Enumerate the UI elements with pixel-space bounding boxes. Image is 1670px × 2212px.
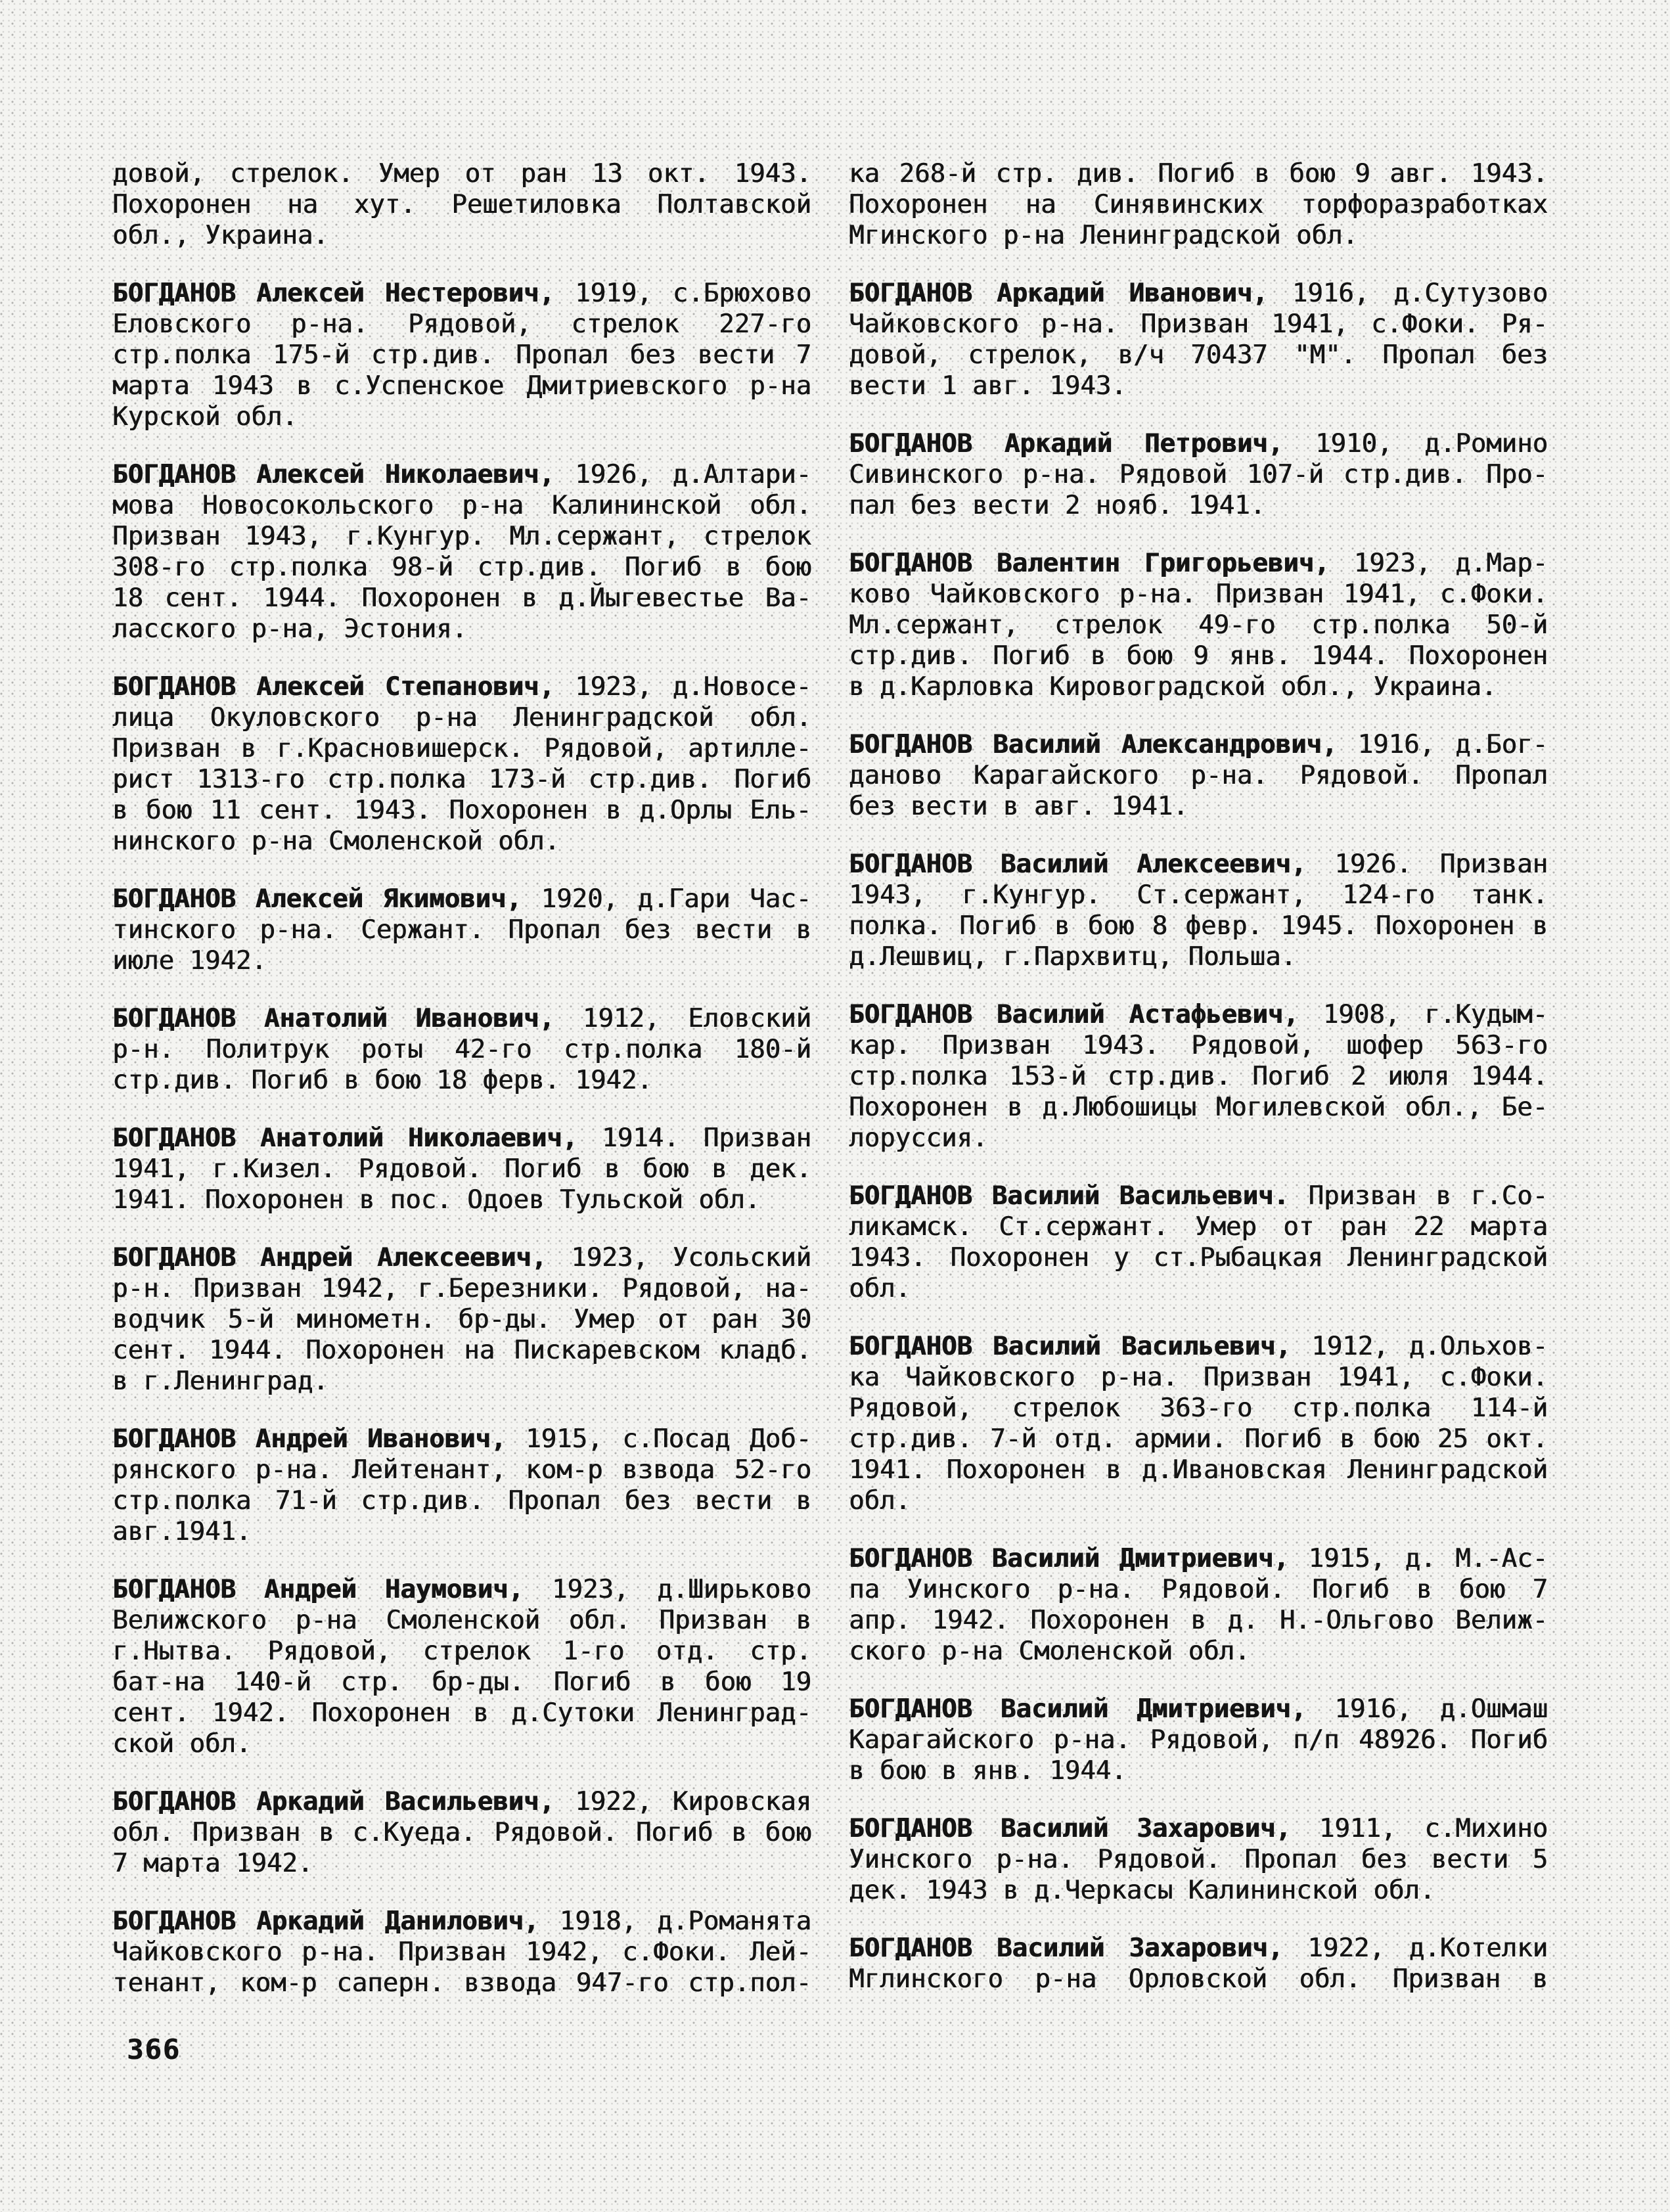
- entry-line: ласского р-на, Эстония.: [112, 614, 468, 644]
- entry-name: БОГДАНОВ Аркадий Васильевич,: [112, 1787, 554, 1817]
- entry-line: 308-го стр.полка 98-й стр.див. Погиб в бою: [112, 553, 811, 582]
- entry-name: БОГДАНОВ Василий Васильевич,: [849, 1332, 1291, 1361]
- entry-line: 7 марта 1942.: [112, 1849, 313, 1878]
- entry-line: БОГДАНОВ Андрей Алексеевич, 1923, Усольский: [112, 1243, 811, 1273]
- entry-line: тинского р-на. Сержант. Пропал без вести в: [112, 915, 811, 945]
- entry-line: Чайковского р-на. Призван 1942, с.Фоки. Лей-: [112, 1937, 811, 1967]
- entry-line: Сивинского р-на. Рядовой 107-й стр.див. Про-: [849, 460, 1548, 489]
- entry-line: лица Окуловского р-на Ленинградской обл.: [112, 703, 811, 733]
- entry-line: обл.: [849, 1274, 911, 1303]
- entry-line: БОГДАНОВ Андрей Иванович, 1915, с.Посад Доб-: [112, 1424, 812, 1454]
- entry: [112, 1003, 811, 1096]
- entry-line: Похоронен на хут. Решетиловка Полтавской: [112, 190, 811, 219]
- entry-line: пал без вести 2 нояб. 1941.: [849, 491, 1265, 520]
- entry-line: р-н. Политрук роты 42-го стр.полка 180-й: [112, 1035, 811, 1064]
- entry-line: БОГДАНОВ Василий Астафьевич, 1908, г.Кудым-: [849, 1000, 1548, 1029]
- entry-line: БОГДАНОВ Василий Васильевич, 1912, д.Ольхов-: [849, 1332, 1548, 1361]
- entry-name: БОГДАНОВ Василий Захарович,: [849, 1933, 1284, 1963]
- entry-line: сент. 1944. Похоронен на Пискаревском кладб.: [112, 1336, 811, 1365]
- entry-line: довой, стрелок. Умер от ран 13 окт. 1943.: [112, 159, 811, 189]
- entry-line: БОГДАНОВ Василий Александрович, 1916, д.Бог-: [849, 730, 1548, 759]
- entry-line: ской обл.: [112, 1729, 252, 1759]
- entry-line: 18 сент. 1944. Похоронен в д.Йыгевестье Ва-: [112, 583, 811, 613]
- entry-line: в д.Карловка Кировоградской обл., Украина.: [849, 672, 1497, 702]
- entry-line: апр. 1942. Похоронен в д. Н.-Ольгово Велиж-: [849, 1606, 1548, 1635]
- entry-line: рянского р-на. Лейтенант, ком-р взвода 52-го: [112, 1455, 811, 1485]
- entry-line: р-н. Призван 1942, г.Березники. Рядовой, на-: [112, 1274, 811, 1303]
- entry-continuation: [112, 158, 811, 251]
- entry: [849, 999, 1548, 1154]
- entry-line: Призван 1943, г.Кунгур. Мл.сержант, стрелок: [112, 522, 811, 551]
- entry-line: Мгинского р-на Ленинградской обл.: [849, 221, 1358, 250]
- entry-line: стр.полка 71-й стр.див. Пропал без вести в: [112, 1486, 811, 1516]
- entry-line: кар. Призван 1943. Рядовой, шофер 563-го: [849, 1031, 1548, 1060]
- entry: [112, 278, 811, 432]
- entry-name: БОГДАНОВ Василий Дмитриевич,: [849, 1694, 1307, 1724]
- entry: [849, 729, 1548, 822]
- entry-name: БОГДАНОВ Андрей Наумович,: [112, 1575, 524, 1604]
- text-column-left: [112, 158, 811, 1998]
- entry-line: Призван в г.Красновишерск. Рядовой, артилле-: [112, 734, 811, 763]
- entry-line: обл. Призван в с.Куеда. Рядовой. Погиб в бою: [112, 1818, 811, 1847]
- entry: [849, 428, 1548, 521]
- entry-line: стр.див. Погиб в бою 9 янв. 1944. Похоронен: [849, 641, 1548, 671]
- entry-line: водчик 5-й минометн. бр-ды. Умер от ран 30: [112, 1305, 811, 1334]
- entry: [849, 1331, 1548, 1516]
- entry-line: Еловского р-на. Рядовой, стрелок 227-го: [112, 309, 811, 339]
- entry-name: БОГДАНОВ Василий Дмитриевич,: [849, 1544, 1289, 1573]
- entry-name: БОГДАНОВ Алексей Якимович,: [112, 884, 522, 914]
- entry-line: БОГДАНОВ Алексей Степанович, 1923, д.Новосе-: [112, 672, 811, 702]
- entry-line: сент. 1942. Похоронен в д.Сутоки Ленинград-: [112, 1698, 811, 1728]
- text-column-right: [849, 158, 1548, 1995]
- entry-line: ликамск. Ст.сержант. Умер от ран 22 марта: [849, 1212, 1548, 1242]
- entry: [112, 1574, 811, 1759]
- entry: [112, 459, 811, 644]
- entry-line: рист 1313-го стр.полка 173-й стр.див. Погиб: [112, 765, 811, 794]
- entry-line: ского р-на Смоленской обл.: [849, 1636, 1250, 1666]
- entry-line: БОГДАНОВ Андрей Наумович, 1923, д.Ширьково: [112, 1575, 811, 1604]
- entry-line: БОГДАНОВ Анатолий Иванович, 1912, Еловский: [112, 1004, 811, 1033]
- entry-line: БОГДАНОВ Алексей Якимович, 1920, д.Гари Час-: [112, 884, 812, 914]
- entry-line: Мглинского р-на Орловской обл. Призван в: [849, 1964, 1548, 1994]
- entry-line: довой, стрелок, в/ч 70437 "М". Пропал без: [849, 340, 1548, 370]
- entry: [849, 849, 1548, 972]
- entry-line: вести 1 авг. 1943.: [849, 371, 1127, 401]
- entry-name: БОГДАНОВ Анатолий Иванович,: [112, 1004, 554, 1033]
- entry-line: БОГДАНОВ Василий Дмитриевич, 1916, д.Ошмаш: [849, 1694, 1548, 1724]
- entry-line: БОГДАНОВ Аркадий Васильевич, 1922, Кировская: [112, 1787, 811, 1817]
- entry-line: стр.див. Погиб в бою 18 ферв. 1942.: [112, 1066, 652, 1095]
- entry-line: БОГДАНОВ Василий Захарович, 1922, д.Котелки: [849, 1933, 1548, 1963]
- entry-line: БОГДАНОВ Анатолий Николаевич, 1914. Призван: [112, 1123, 811, 1153]
- entry-name: БОГДАНОВ Аркадий Петрович,: [849, 429, 1284, 459]
- entry-name: БОГДАНОВ Алексей Степанович,: [112, 672, 554, 702]
- page-number: 366: [127, 2033, 181, 2065]
- entry-line: 1943, г.Кунгур. Ст.сержант, 124-го танк.: [849, 880, 1548, 910]
- entry-line: Похоронен в д.Любошицы Могилевской обл., Бе-: [849, 1093, 1548, 1122]
- entry-line: стр.полка 153-й стр.див. Погиб 2 июля 1944.: [849, 1062, 1548, 1091]
- entry-line: ка 268-й стр. див. Погиб в бою 9 авг. 1943.: [849, 159, 1548, 189]
- entry-line: июле 1942.: [112, 946, 267, 976]
- entry-line: БОГДАНОВ Валентин Григорьевич, 1923, д.Мар-: [849, 549, 1548, 578]
- entry-name: БОГДАНОВ Василий Алексеевич,: [849, 849, 1307, 879]
- entry-name: БОГДАНОВ Василий Астафьевич,: [849, 1000, 1299, 1029]
- entry-line: 1941. Похоронен в д.Ивановская Ленинградской: [849, 1455, 1548, 1485]
- entry: [112, 884, 811, 976]
- entry-line: 1941, г.Кизел. Рядовой. Погиб в бою в дек.: [112, 1154, 811, 1184]
- entry-continuation: [849, 158, 1548, 251]
- entry-line: мова Новосокольского р-на Калининской обл.: [112, 491, 811, 520]
- entry-line: ково Чайковского р-на. Призван 1941, с.Фоки.: [849, 579, 1548, 609]
- entry-line: Курской обл.: [112, 402, 298, 432]
- entry-line: бат-на 140-й стр. бр-ды. Погиб в бою 19: [112, 1667, 811, 1697]
- entry-line: Рядовой, стрелок 363-го стр.полка 114-й: [849, 1393, 1548, 1423]
- entry-name: БОГДАНОВ Андрей Иванович,: [112, 1424, 507, 1454]
- entry: [849, 1543, 1548, 1667]
- entry: [849, 1694, 1548, 1786]
- entry-line: тенант, ком-р саперн. взвода 947-го стр.пол-: [112, 1968, 811, 1998]
- entry-name: БОГДАНОВ Валентин Григорьевич,: [849, 549, 1330, 578]
- entry: [849, 278, 1548, 401]
- entry-line: в бою 11 сент. 1943. Похоронен в д.Орлы Ель-: [112, 796, 811, 825]
- entry-name: БОГДАНОВ Анатолий Николаевич,: [112, 1123, 578, 1153]
- entry-line: полка. Погиб в бою 8 февр. 1945. Похоронен в: [849, 911, 1548, 941]
- entry: [112, 1786, 811, 1879]
- entry-line: БОГДАНОВ Алексей Нестерович, 1919, с.Брюхово: [112, 279, 811, 308]
- entry-line: в г.Ленинград.: [112, 1366, 328, 1396]
- entry: [849, 1181, 1548, 1304]
- entry-line: марта 1943 в с.Успенское Дмитриевского р-на: [112, 371, 811, 401]
- entry-name: БОГДАНОВ Аркадий Данилович,: [112, 1907, 539, 1936]
- entry-line: ка Чайковского р-на. Призван 1941, с.Фоки.: [849, 1363, 1548, 1392]
- entry-name: БОГДАНОВ Алексей Николаевич,: [112, 460, 554, 489]
- entry-line: Уинского р-на. Рядовой. Пропал без вести 5: [849, 1845, 1548, 1874]
- entry-line: Карагайского р-на. Рядовой, п/п 48926. Погиб: [849, 1725, 1548, 1755]
- entry-line: лоруссия.: [849, 1123, 988, 1153]
- entry: [112, 1906, 811, 1998]
- entry-line: без вести в авг. 1941.: [849, 792, 1188, 821]
- entry-name: БОГДАНОВ Аркадий Иванович,: [849, 279, 1268, 308]
- entry: [112, 1424, 811, 1547]
- entry-line: БОГДАНОВ Алексей Николаевич, 1926, д.Алтари-: [112, 460, 811, 489]
- entry-line: авг.1941.: [112, 1517, 252, 1546]
- entry-line: стр.див. 7-й отд. армии. Погиб в бою 25 окт.: [849, 1424, 1548, 1454]
- entry-line: 1943. Похоронен у ст.Рыбацкая Ленинградской: [849, 1243, 1548, 1273]
- entry-name: БОГДАНОВ Василий Александрович,: [849, 730, 1338, 759]
- entry-line: 1941. Похоронен в пос. Одоев Тульской обл.: [112, 1185, 761, 1215]
- entry-line: Велижского р-на Смоленской обл. Призван в: [112, 1606, 811, 1635]
- entry-line: Мл.сержант, стрелок 49-го стр.полка 50-й: [849, 610, 1548, 640]
- entry-line: БОГДАНОВ Василий Алексеевич, 1926. Призван: [849, 849, 1548, 879]
- entry: [112, 1242, 811, 1397]
- entry-line: г.Нытва. Рядовой, стрелок 1-го отд. стр.: [112, 1636, 811, 1666]
- entry: [849, 1813, 1548, 1906]
- entry-name: БОГДАНОВ Алексей Нестерович,: [112, 279, 554, 308]
- entry-line: в бою в янв. 1944.: [849, 1756, 1127, 1786]
- entry-line: БОГДАНОВ Василий Захарович, 1911, с.Михино: [849, 1814, 1548, 1843]
- entry: [849, 548, 1548, 702]
- entry-line: БОГДАНОВ Василий Дмитриевич, 1915, д. М.-Ас-: [849, 1544, 1548, 1573]
- entry: [112, 1123, 811, 1215]
- entry: [112, 671, 811, 857]
- entry-line: БОГДАНОВ Аркадий Данилович, 1918, д.Романята: [112, 1907, 811, 1936]
- entry-name: БОГДАНОВ Василий Васильевич.: [849, 1181, 1289, 1211]
- entry-line: БОГДАНОВ Аркадий Иванович, 1916, д.Сутузово: [849, 279, 1548, 308]
- entry-line: обл., Украина.: [112, 221, 328, 250]
- entry-line: обл.: [849, 1486, 911, 1516]
- entry-line: даново Карагайского р-на. Рядовой. Пропал: [849, 761, 1548, 790]
- entry-line: стр.полка 175-й стр.див. Пропал без вести 7: [112, 340, 811, 370]
- entry-name: БОГДАНОВ Андрей Алексеевич,: [112, 1243, 547, 1273]
- entry-line: па Уинского р-на. Рядовой. Погиб в бою 7: [849, 1575, 1548, 1604]
- entry-name: БОГДАНОВ Василий Захарович,: [849, 1814, 1291, 1843]
- entry: [849, 1933, 1548, 1995]
- entry-line: БОГДАНОВ Василий Васильевич. Призван в г.Со-: [849, 1181, 1548, 1211]
- entry-line: Чайковского р-на. Призван 1941, с.Фоки. Ря-: [849, 309, 1548, 339]
- entry-line: д.Лешвиц, г.Пархвитц, Польша.: [849, 942, 1296, 972]
- entry-line: нинского р-на Смоленской обл.: [112, 826, 560, 856]
- entry-line: БОГДАНОВ Аркадий Петрович, 1910, д.Ромино: [849, 429, 1548, 459]
- entry-line: дек. 1943 в д.Черкасы Калининской обл.: [849, 1876, 1435, 1905]
- entry-line: Похоронен на Синявинских торфоразработках: [849, 190, 1548, 219]
